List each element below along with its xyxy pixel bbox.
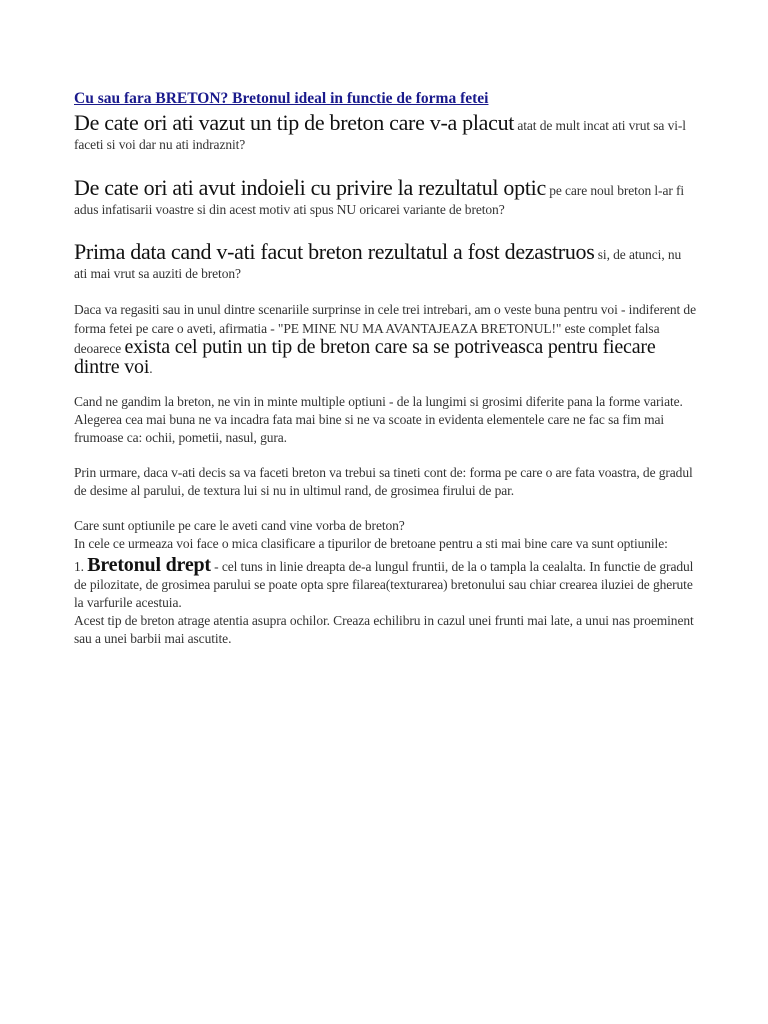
list-item-number: 1. xyxy=(74,559,88,574)
straight-bangs-effect-paragraph: Acest tip de breton atrage atentia asupra ochilor. Creaza echilibru in cazul unei frunti mai late, a unui nas proeminent sau a unei barbii mai ascutite. xyxy=(74,613,694,646)
list-item-straight-bangs xyxy=(74,556,696,612)
factors-paragraph: Prin urmare, daca v-ati decis sa va faceti breton va trebui sa tineti cont de: forma pe care o are fata voastra, de gradul de desime al parului, de textura lui si nu in ultimul rand, de grosimea firului de par. xyxy=(74,465,693,498)
question-3-rest: si, de atunci, nu ati mai vrut sa auziti de breton? xyxy=(74,247,682,281)
classification-paragraph: In cele ce urmeaza voi face o mica clasificare a tipurilor de bretoane pentru a sti mai bine care va sunt optiunile: xyxy=(74,536,668,551)
question-1-lead: De cate ori ati vazut un tip de breton care v-a placut xyxy=(74,110,515,135)
question-3-lead: Prima data cand v-ati facut breton rezultatul a fost dezastruos xyxy=(74,239,595,264)
question-2-lead: De cate ori ati avut indoieli cu privire la rezultatul optic xyxy=(74,175,546,200)
question-2-rest: pe care noul breton l-ar fi adus infatisarii voastre si din acest motiv ati spus NU oricarei variante de breton? xyxy=(74,183,685,217)
question-1-rest: atat de mult incat ati vrut sa vi-l faceti si voi dar nu ati indraznit? xyxy=(74,118,686,152)
options-paragraph: Cand ne gandim la breton, ne vin in minte multiple optiuni - de la lungimi si grosimi diferite pana la forme variate. Alegerea cea mai buna ne va incadra fata mai bine si ne va scoate in evidenta elementele care ne fac sa fim mai frumoase ca: ochii, pometii, nasul, gura. xyxy=(74,394,683,445)
intro-end: . xyxy=(149,361,153,376)
question-paragraph-2 xyxy=(74,175,696,219)
intro-paragraph xyxy=(74,300,696,378)
intro-emphasis: exista cel putin un tip de breton care sa se potriveasca pentru fiecare dintre voi xyxy=(74,336,656,378)
question-paragraph-1 xyxy=(74,110,696,154)
question-line: Care sunt optiunile pe care le aveti cand vine vorba de breton? xyxy=(74,518,405,533)
list-item-heading: Bretonul drept xyxy=(87,554,211,576)
document-page xyxy=(74,88,696,648)
article-title-link[interactable]: Cu sau fara BRETON? Bretonul ideal in functie de forma fetei xyxy=(74,90,489,107)
intro-text: Daca va regasiti sau in unul dintre scenariile surprinse in cele trei intrebari, am o veste buna pentru voi - indiferent de forma fetei pe care o aveti, afirmatia - "PE MINE NU MA AVANTAJEAZA BRETONUL!" este complet falsa deoarece xyxy=(74,302,696,356)
list-item-text: - cel tuns in linie dreapta de-a lungul fruntii, de la o tampla la cealalta. In functie de gradul de pilozitate, de grosimea parului se poate opta spre filarea(texturarea) bretonului sau chiar crearea iluziei de gherute la varfurile acestuia. xyxy=(74,559,694,610)
question-paragraph-3 xyxy=(74,239,696,283)
